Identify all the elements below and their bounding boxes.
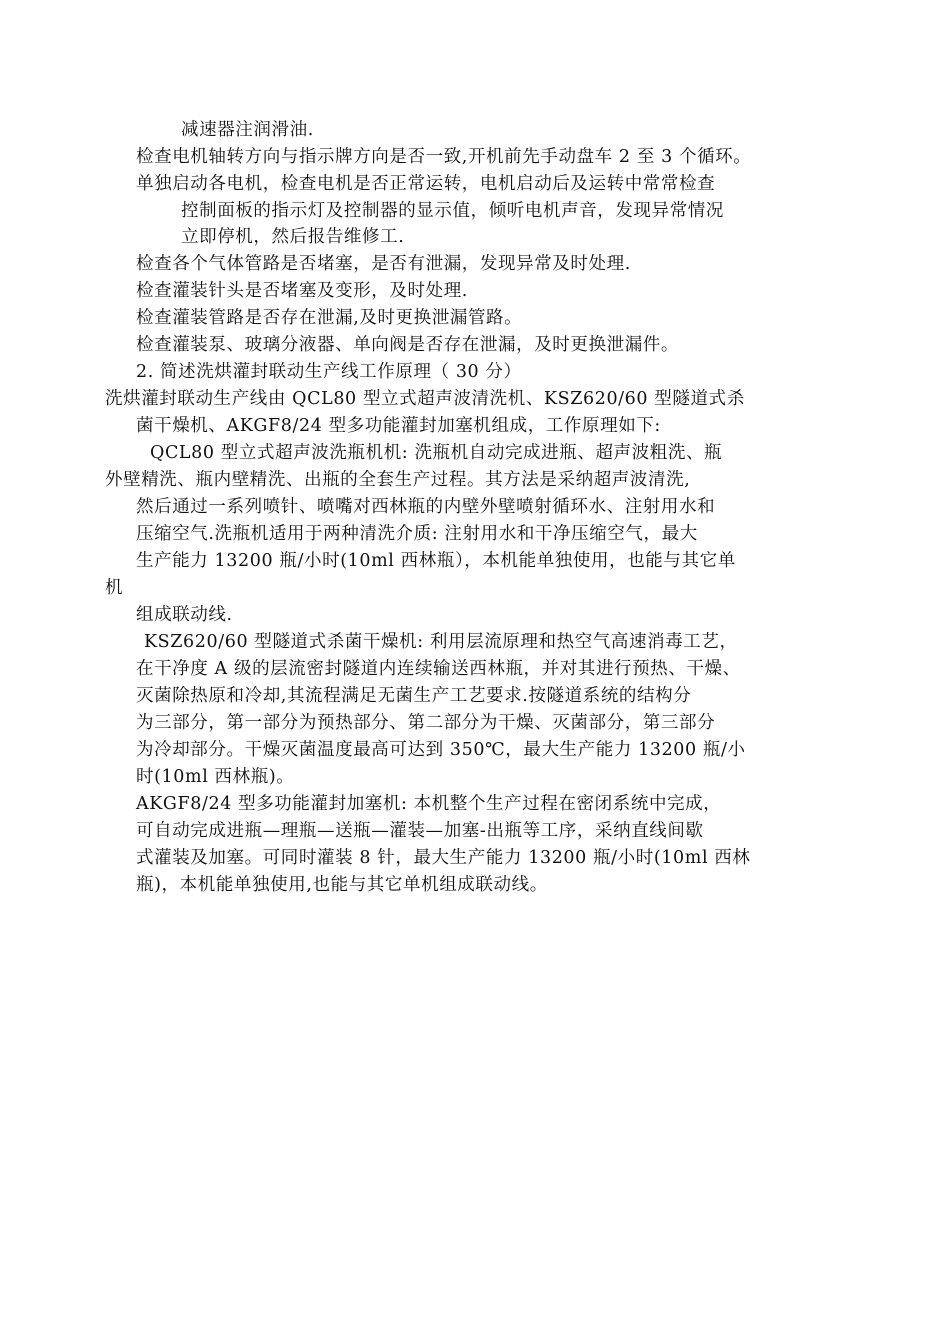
text-line: 在干净度 A 级的层流密封隧道内连续输送西林瓶，并对其进行预热、干燥、 bbox=[136, 659, 741, 679]
text-line: QCL80 型立式超声波洗瓶机机: 洗瓶机自动完成进瓶、超声波粗洗、瓶 bbox=[150, 443, 723, 463]
text-line: 可自动完成进瓶—理瓶—送瓶—灌装—加塞-出瓶等工序，采纳直线间歇 bbox=[136, 821, 704, 841]
text-line: 单独启动各电机，检查电机是否正常运转，电机启动后及运转中常常检查 bbox=[136, 174, 716, 194]
text-line: 机 bbox=[105, 578, 124, 598]
text-line: 减速器注润滑油. bbox=[181, 120, 314, 140]
text-line: 检查灌装泵、玻璃分液器、单向阀是否存在泄漏，及时更换泄漏件。 bbox=[136, 335, 679, 355]
text-line: 检查灌装针头是否堵塞及变形，及时处理. bbox=[136, 281, 468, 301]
text-line: 菌干燥机、AKGF8/24 型多功能灌封加塞机组成，工作原理如下: bbox=[136, 416, 661, 436]
text-line: 式灌装及加塞。可同时灌装 8 针，最大生产能力 13200 瓶/小时(10ml 西林 bbox=[136, 848, 751, 868]
text-line: 检查各个气体管路是否堵塞，是否有泄漏，发现异常及时处理. bbox=[136, 254, 631, 274]
section-heading: 2. 简述洗烘灌封联动生产线工作原理（ 30 分） bbox=[136, 362, 522, 382]
text-line: AKGF8/24 型多功能灌封加塞机: 本机整个生产过程在密闭系统中完成， bbox=[136, 794, 722, 814]
text-line: 控制面板的指示灯及控制器的显示值，倾听电机声音，发现异常情况 bbox=[181, 201, 724, 221]
text-line: KSZ620/60 型隧道式杀菌干燥机: 利用层流原理和热空气高速消毒工艺， bbox=[144, 632, 738, 652]
text-line: 洗烘灌封联动生产线由 QCL80 型立式超声波清洗机、KSZ620/60 型隧道式杀 bbox=[105, 389, 745, 409]
text-line: 灭菌除热原和冷却,其流程满足无菌生产工艺要求.按隧道系统的结构分 bbox=[136, 686, 692, 706]
text-line: 立即停机，然后报告维修工. bbox=[181, 227, 405, 247]
text-line: 外壁精洗、瓶内壁精洗、出瓶的全套生产过程。其方法是采纳超声波清洗, bbox=[105, 470, 691, 490]
text-line: 为三部分，第一部分为预热部分、第二部分为干燥、灭菌部分，第三部分 bbox=[136, 713, 716, 733]
text-line: 生产能力 13200 瓶/小时(10ml 西林瓶），本机能单独使用，也能与其它单 bbox=[136, 551, 736, 571]
text-line: 为冷却部分。干燥灭菌温度最高可达到 350℃，最大生产能力 13200 瓶/小 bbox=[136, 740, 746, 760]
text-line: 然后通过一系列喷针、喷嘴对西林瓶的内壁外壁喷射循环水、注射用水和 bbox=[136, 497, 716, 517]
text-line: 瓶)，本机能单独使用,也能与其它单机组成联动线。 bbox=[136, 875, 548, 895]
text-line: 组成联动线. bbox=[136, 605, 233, 625]
text-line: 压缩空气.洗瓶机适用于两种清洗介质: 注射用水和干净压缩空气，最大 bbox=[136, 524, 698, 544]
text-line: 检查电机轴转方向与指示牌方向是否一致,开机前先手动盘车 2 至 3 个循环。 bbox=[136, 147, 752, 167]
text-line: 时(10ml 西林瓶)。 bbox=[136, 767, 295, 787]
text-line: 检查灌装管路是否存在泄漏,及时更换泄漏管路。 bbox=[136, 308, 523, 328]
